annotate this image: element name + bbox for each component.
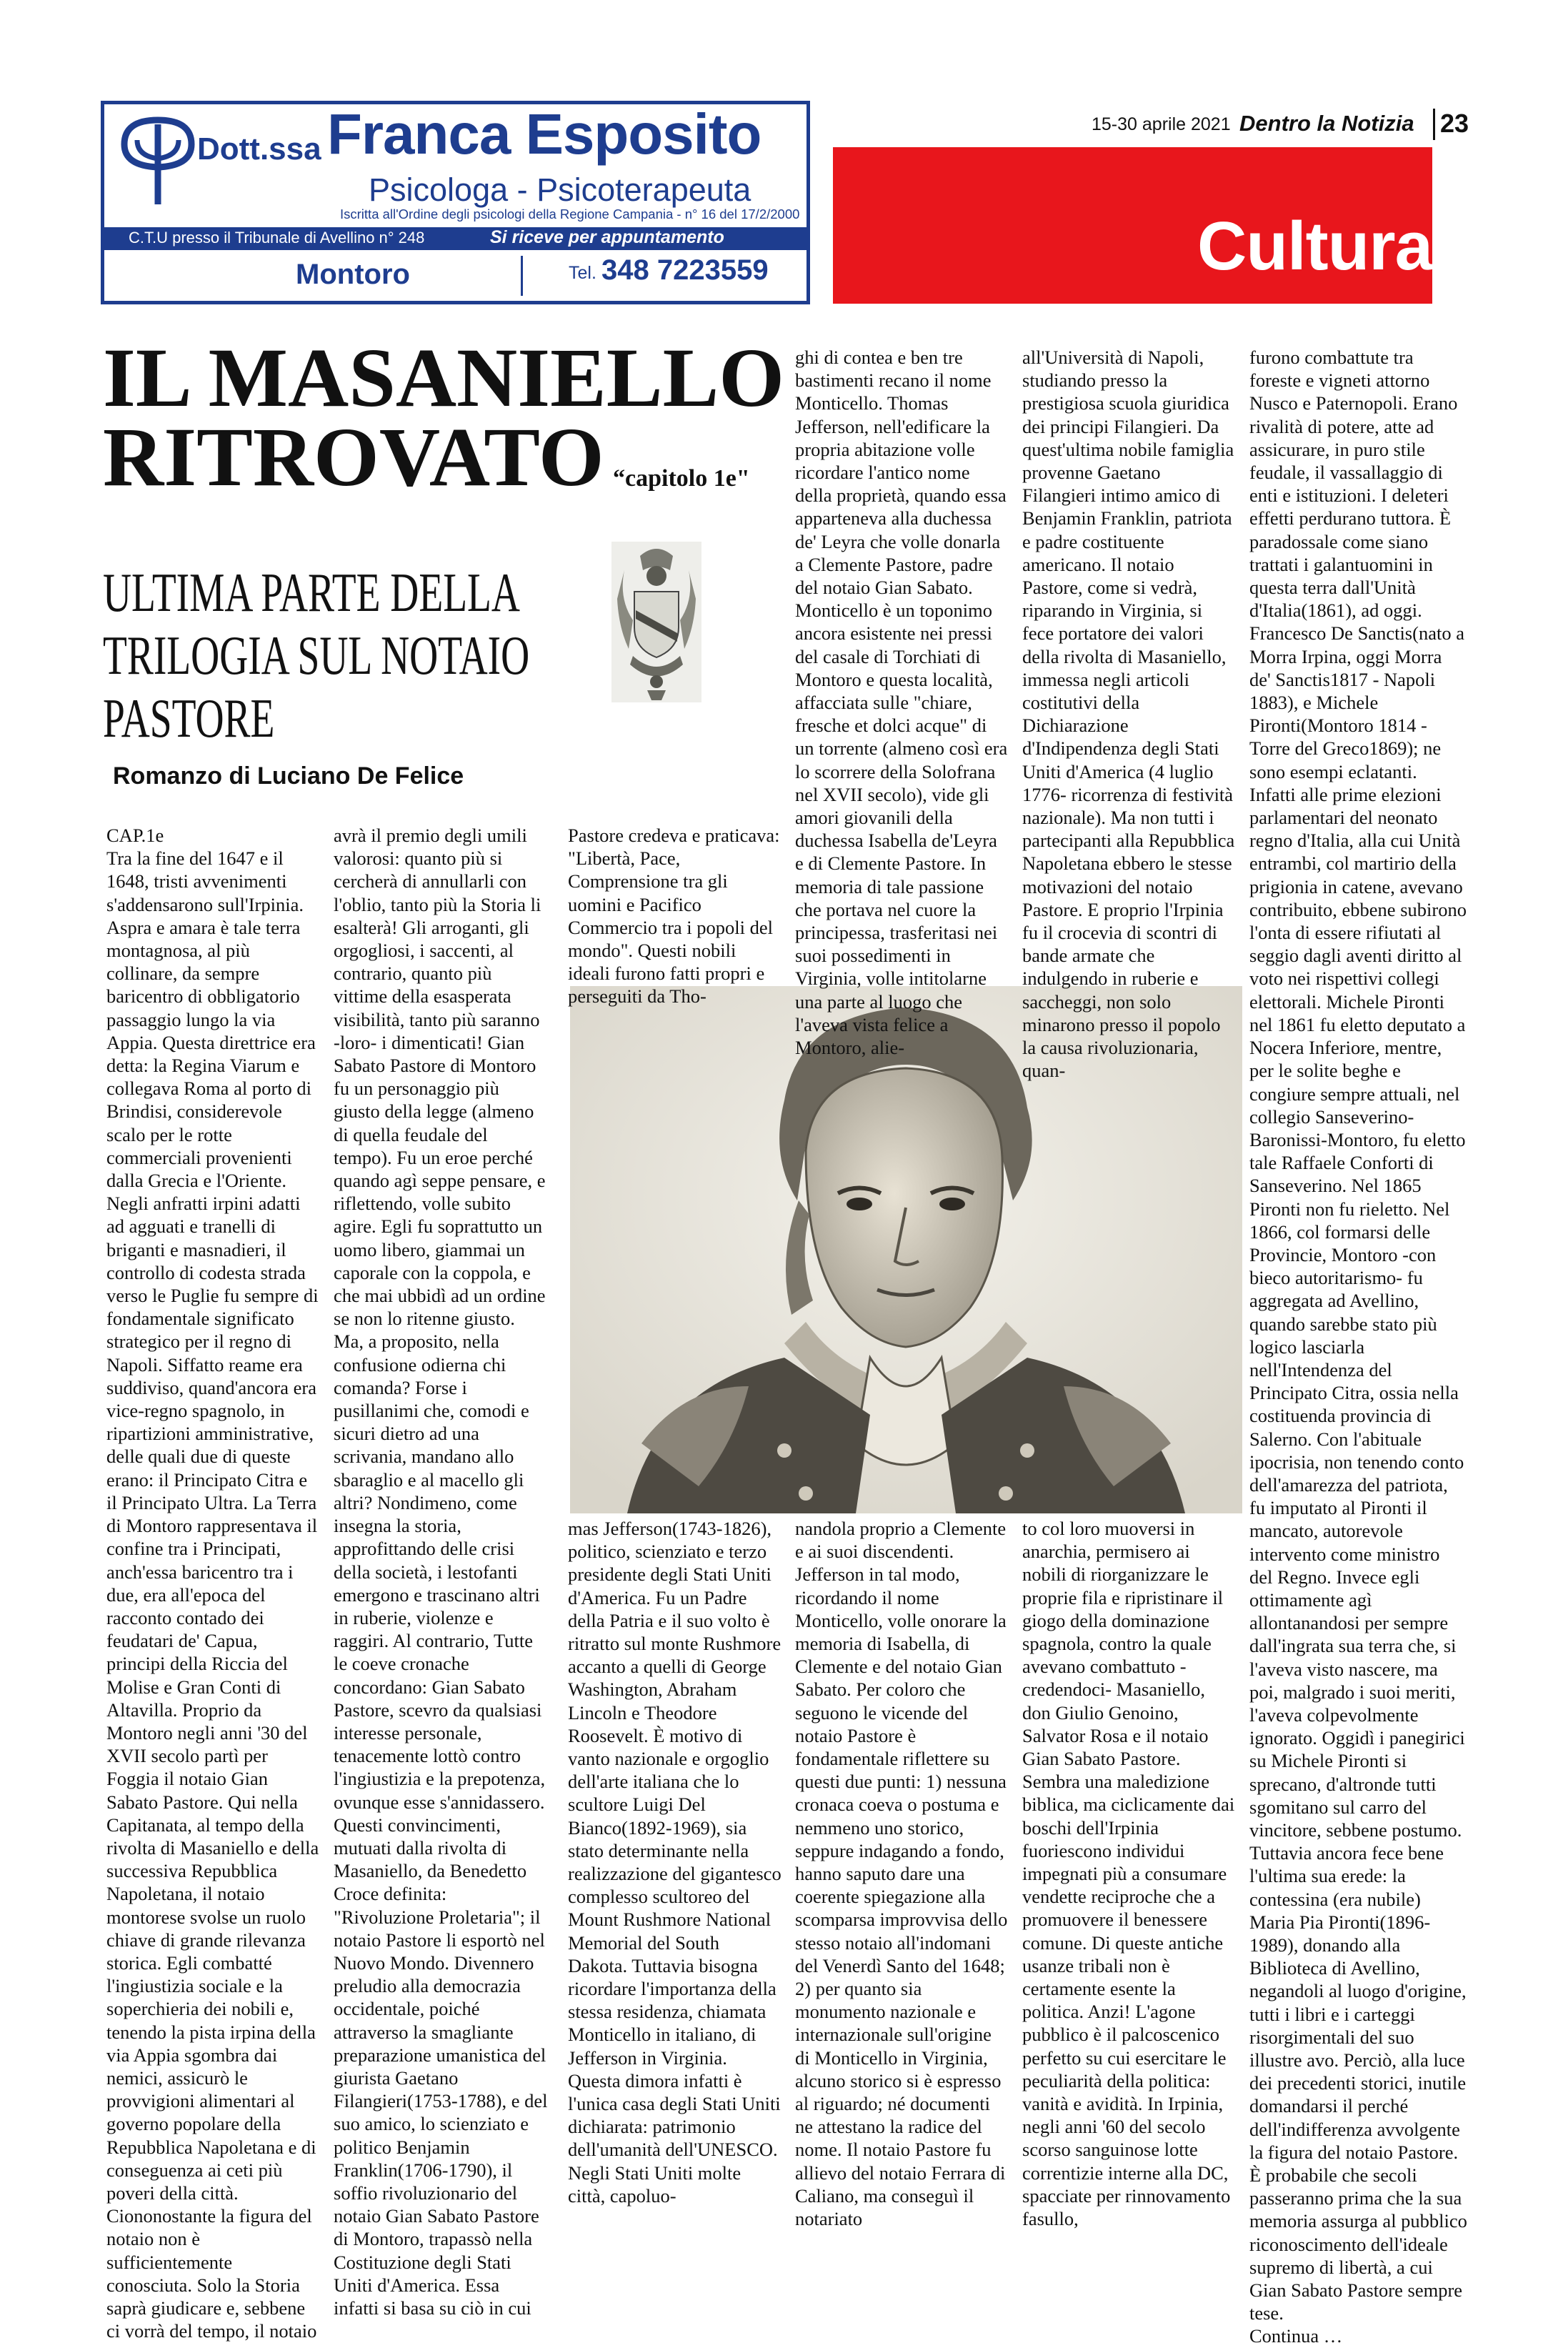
subtitle-line: TRILOGIA SUL NOTAIO <box>103 625 530 686</box>
column-text: Pastore credeva e praticava: "Libertà, Pace, Comprensione tra gli uomini e Pacifico Commercio tra i popoli del mondo". Questi nobili ideali furono fatti propri e perseguiti da Tho- <box>568 825 780 1008</box>
advertisement-box <box>101 101 810 304</box>
article-column-5-bottom <box>1022 1517 1237 2230</box>
ad-title-prefix: Dott.ssa <box>197 131 321 166</box>
article-title-line1: IL MASANIELLO <box>103 331 785 424</box>
byline: Romanzo di Luciano De Felice <box>113 762 464 790</box>
article-column-6 <box>1249 346 1467 2348</box>
article-column-4-bottom <box>795 1517 1009 2230</box>
page-number: 23 <box>1440 109 1469 138</box>
ad-phone-number: 348 7223559 <box>601 254 769 286</box>
column-text: nandola proprio a Clemente e ai suoi discendenti. Jefferson in tal modo, ricordando il nome Monticello, volle onorare la memoria di Isabella, di Clemente e del notaio Gian Sabato. Per coloro che seguono le vicende del notaio Pastore è fondamentale riflettere su questi due punti: 1) nessuna cronaca coeva o postuma e nemmeno uno storico, seppure indagando a fondo, hanno saputo dare una coerente spiegazione alla scomparsa improvvisa dello stesso notaio all'indomani del Venerdì Santo del 1648; 2) per quanto sia monumento nazionale e internazionale sull'origine di Monticello in Virginia, alcuno storico si è espresso al riguardo; né documenti ne attestano la radice del nome. Il notaio Pastore fu allievo del notaio Ferrara di Caliano, ma conseguì il notariato <box>795 1518 1008 2230</box>
header-divider <box>1433 109 1435 140</box>
coat-of-arms-engraving <box>611 542 701 702</box>
ad-town: Montoro <box>296 259 410 290</box>
chapter-tag: “capitolo 1e" <box>613 465 750 492</box>
article-column-3-bottom <box>568 1517 782 2207</box>
article-column-1 <box>106 824 321 2342</box>
column-text: Tra la fine del 1647 e il 1648, tristi avvenimenti s'addensarono sull'Irpinia. Aspra e amara è tale terra montagnosa, al più collinare, da sempre baricentro di obbligatorio passaggio lungo la via Appia. Questa direttrice era detta: la Regina Viarum e collegava Roma al porto di Brindisi, considerevole scalo per le rotte commerciali provenienti dalla Grecia e l'Oriente. Negli anfratti irpini adatti ad agguati e tranelli di briganti e masnadieri, il controllo di codesta strada verso le Puglie fu sempre di fondamentale significato strategico per il regno di Napoli. Siffatto reame era suddiviso, quand'ancora era vice-regno spagnolo, in ripartizioni amministrative, delle quali due di queste erano: il Principato Citra e il Principato Ultra. La Terra di Montoro rappresentava il confine tra i Principati, anch'essa baricentro tra i due, era all'epoca del racconto contado dei feudatari de' Capua, principi della Riccia del Molise e Gran Conti di Altavilla. Proprio da Montoro negli anni '30 del XVII secolo partì per Foggia il notaio Gian Sabato Pastore. Qui nella Capitanata, al tempo della rivolta di Masaniello e della successiva Repubblica Napoletana, il notaio montorese svolse un ruolo chiave di grande rilevanza storica. Egli combatté l'ingiustizia sociale e la soperchieria dei nobili e, tenendo la pista irpina della via Appia sgombra dai nemici, assicurò le provvigioni alimentari al governo popolare della Repubblica Napoletana e di conseguenza ai ceti più poveri della città. Ciononostante la figura del notaio non è sufficientemente conosciuta. Solo la Storia saprà giudicare e, sebbene ci vorrà del tempo, il notaio <box>106 847 319 2342</box>
article-subtitle <box>103 561 529 750</box>
subtitle-line: PASTORE <box>103 687 275 749</box>
ad-ctu: C.T.U presso il Tribunale di Avellino n° 248 <box>129 229 425 247</box>
ad-name: Franca Esposito <box>327 102 761 166</box>
column-text: all'Università di Napoli, studiando presso la prestigiosa scuola giuridica dei principi Filangieri. Da quest'ultima nobile famiglia provenne Gaetano Filangieri intimo amico di Benjamin Franklin, patriota e padre costituente americano. Il notaio Pastore, come si vedrà, riparando in Virginia, si fece portatore dei valori della rivolta di Masaniello, immessa negli articoli costitutivi della Dichiarazione d'Indipendenza degli Stati Uniti d'America (4 luglio 1776- ricorrenza di festività nazionale). Ma non tutti i partecipanti alla Repubblica Napoletana ebbero le stesse motivazioni del notaio Pastore. E proprio l'Irpinia fu il crocevia di scontri di bande armate che indulgendo in ruberie e saccheggi, non solo minarono presso il popolo la causa rivoluzionaria, quan- <box>1022 347 1235 1082</box>
section-title: Cultura <box>1197 208 1432 284</box>
column-text: mas Jefferson(1743-1826), politico, scienziato e terzo presidente degli Stati Uniti d'America. Fu un Padre della Patria e il suo volto è ritratto sul monte Rushmore accanto a quelli di George Washington, Abraham Lincoln e Theodore Roosevelt. È motivo di vanto nazionale e orgoglio dell'arte italiana che lo scultore Luigi Del Bianco(1892-1969), sia stato determinante nella realizzazione del gigantesco complesso scultoreo del Mount Rushmore National Memorial del South Dakota. Tuttavia bisogna ricordare l'importanza della stessa residenza, chiamata Monticello in italiano, di Jefferson in Virginia. Questa dimora infatti è l'unica casa degli Stati Uniti dichiarata: patrimonio dell'umanità dell'UNESCO. Negli Stati Uniti molte città, capoluo- <box>568 1518 781 2207</box>
column-text: to col loro muoversi in anarchia, permisero ai nobili di riorganizzare le proprie fila e ripristinare il giogo della dominazione spagnola, contro la quale avevano combattuto - credendoci- Masaniello, don Giulio Genoino, Salvator Rosa e il notaio Gian Sabato Pastore. Sembra una maledizione biblica, ma ciclicamente dai boschi dell'Irpinia fuoriescono individui impegnati più a consumare vendette reciproche che a promuovere il benessere comune. Di queste antiche usanze tribali non è certamente esente la politica. Anzi! L'agone pubblico è il palcoscenico perfetto su cui esercitare le peculiarità della politica: vanità e avidità. In Irpinia, negli anni '60 del secolo scorso sanguinose lotte correntizie interne alla DC, spacciate per rinnovamento fasullo, <box>1022 1518 1235 2230</box>
article-column-4-top <box>795 346 1009 1059</box>
psi-logo-icon <box>119 114 197 207</box>
article-column-5-top <box>1022 346 1237 1083</box>
article-column-3-top <box>568 824 782 1008</box>
ad-appointment: Si riceve per appuntamento <box>490 227 724 247</box>
subtitle-line: ULTIMA PARTE DELLA <box>103 562 520 623</box>
continued-note: Continua … <box>1249 2325 1343 2347</box>
column-text: ghi di contea e ben tre bastimenti recano il nome Monticello. Thomas Jefferson, nell'edificare la propria abitazione volle ricordare l'antico nome della proprietà, quando essa apparteneva alla duchessa de' Leyra che volle donarla a Clemente Pastore, padre del notaio Gian Sabato. Monticello è un toponimo ancora esistente nei pressi del casale di Torchiati di Montoro e questa località, affacciata sulle "chiare, fresche et dolci acque" di un torrente (almeno così era lo scorrere della Solofrana nel XVII secolo), vide gli amori giovanili della duchessa Isabella de'Leyra e di Clemente Pastore. In memoria di tale passione che portava nel cuore la principessa, trasferitasi nei suoi possedimenti in Virginia, volle intitolarne una parte al luogo che l'aveva vista felice a Montoro, alie- <box>795 347 1008 1059</box>
issue-date: 15-30 aprile 2021 <box>1092 114 1231 134</box>
ad-profession: Psicologa - Psicoterapeuta <box>369 171 751 208</box>
ad-divider <box>521 256 523 296</box>
ad-registration: Iscritta all'Ordine degli psicologi della Regione Campania - n° 16 del 17/2/2000 <box>340 207 800 222</box>
article-title-line2: RITROVATO <box>103 410 604 504</box>
column-text: avrà il premio degli umili valorosi: quanto più si cercherà di annullarli con l'oblio, tanto più la Storia li esalterà! Gli arroganti, gli orgogliosi, i saccenti, al contrario, quanto più vittime della esasperata visibilità, tanto più saranno -loro- i dimenticati! Gian Sabato Pastore di Montoro fu un personaggio più giusto della legge (almeno di quella feudale del tempo). Fu un eroe perché quando agì seppe pensare, e riflettendo, volle subito agire. Egli fu soprattutto un uomo libero, giammai un caporale con la coppola, e che mai ubbidì ad un ordine se non lo ritenne giusto. Ma, a proposito, nella confusione odierna chi comanda? Forse i pusillanimi che, comodi e sicuri dietro ad una scrivania, mandano allo sbaraglio e al macello gli altri? Nondimeno, come insegna la storia, approfittando delle crisi della società, i lestofanti emergono e trascinano altri in ruberie, violenze e raggiri. Al contrario, Tutte le coeve cronache concordano: Gian Sabato Pastore, scevro da qualsiasi interesse personale, tenacemente lottò contro l'ingiustizia e la prepotenza, ovunque esse s'annidassero. Questi convincimenti, mutuati dalla rivolta di Masaniello, da Benedetto Croce definita: "Rivoluzione Proletaria"; il notaio Pastore li esportò nel Nuovo Mondo. Divennero preludio alla democrazia occidentale, poiché attraverso la smagliante preparazione umanistica del giurista Gaetano Filangieri(1753-1788), e del suo amico, lo scienziato e politico Benjamin Franklin(1706-1790), il soffio rivoluzionario del notaio Gian Sabato Pastore di Montoro, trapassò nella Costituzione degli Stati Uniti d'America. Essa infatti si basa su ciò in cui <box>334 825 548 2319</box>
publication-name: Dentro la Notizia <box>1239 111 1414 136</box>
column-text: furono combattute tra foreste e vigneti attorno Nusco e Paternopoli. Erano rivalità di potere, atte ad assicurare, in puro stile feudale, il vassallaggio di enti e istituzioni. I deleteri effetti perdurano tuttora. È paradossale come siano trattati i galantuomini in questa terra dall'Unità d'Italia(1861), ad oggi. Francesco De Sanctis(nato a Morra Irpina, oggi Morra de' Sanctis1817 - Napoli 1883), e Michele Pironti(Montoro 1814 - Torre del Greco1869); ne sono esempi eclatanti. Infatti alle prime elezioni parlamentari del neonato regno d'Italia, alla cui Unità entrambi, col martirio della prigionia in catene, avevano contribuito, ebbene subirono l'onta di essere rifiutati al seggio dagli aventi diritto al voto nei rispettivi collegi elettorali. Michele Pironti nel 1861 fu eletto deputato a Nocera Inferiore, mentre, per le solite beghe e congiure sempre attuali, nel collegio Sanseverino-Baronissi-Montoro, fu eletto tale Raffaele Conforti di Sanseverino. Nel 1865 Pironti non fu rieletto. Nel 1866, col formarsi delle Provincie, Montoro -con bieco autoritarismo- fu aggregata ad Avellino, quando sarebbe stato più logico lasciarla nell'Intendenza del Principato Citra, ossia nella costituenda provincia di Salerno. Con l'abituale ipocrisia, non tenendo conto dell'amarezza del patriota, fu imputato al Pironti il mancato, autorevole intervento come ministro del Regno. Invece egli ottimamente agì allontanandosi per sempre dall'ingrata sua terra che, si l'aveva visto nascere, ma poi, malgrado i suoi meriti, l'aveva colpevolmente ignorato. Oggidì i panegirici su Michele Pironti si sprecano, d'altronde tutti sgomitano sul carro del vincitore, sebbene postumo. Tuttavia ancora fece bene l'ultima sua erede: la contessina (era nubile) Maria Pia Pironti(1896-1989), donando alla Biblioteca di Avellino, negandoli al luogo d'origine, tutti i libri e i carteggi risorgimentali del suo illustre avo. Perciò, alla luce dei precedenti storici, inutile domandarsi il perché dell'indifferenza avvolgente la figura del notaio Pastore. È probabile che secoli passeranno prima che la sua memoria assurga al pubblico riconoscimento dell'ideale supremo di libertà, a cui Gian Sabato Pastore sempre tese. <box>1249 347 1467 2324</box>
ad-tel-label: Tel. <box>569 263 596 283</box>
chapter-label: CAP.1e <box>106 825 164 846</box>
article-column-2 <box>334 824 548 2319</box>
